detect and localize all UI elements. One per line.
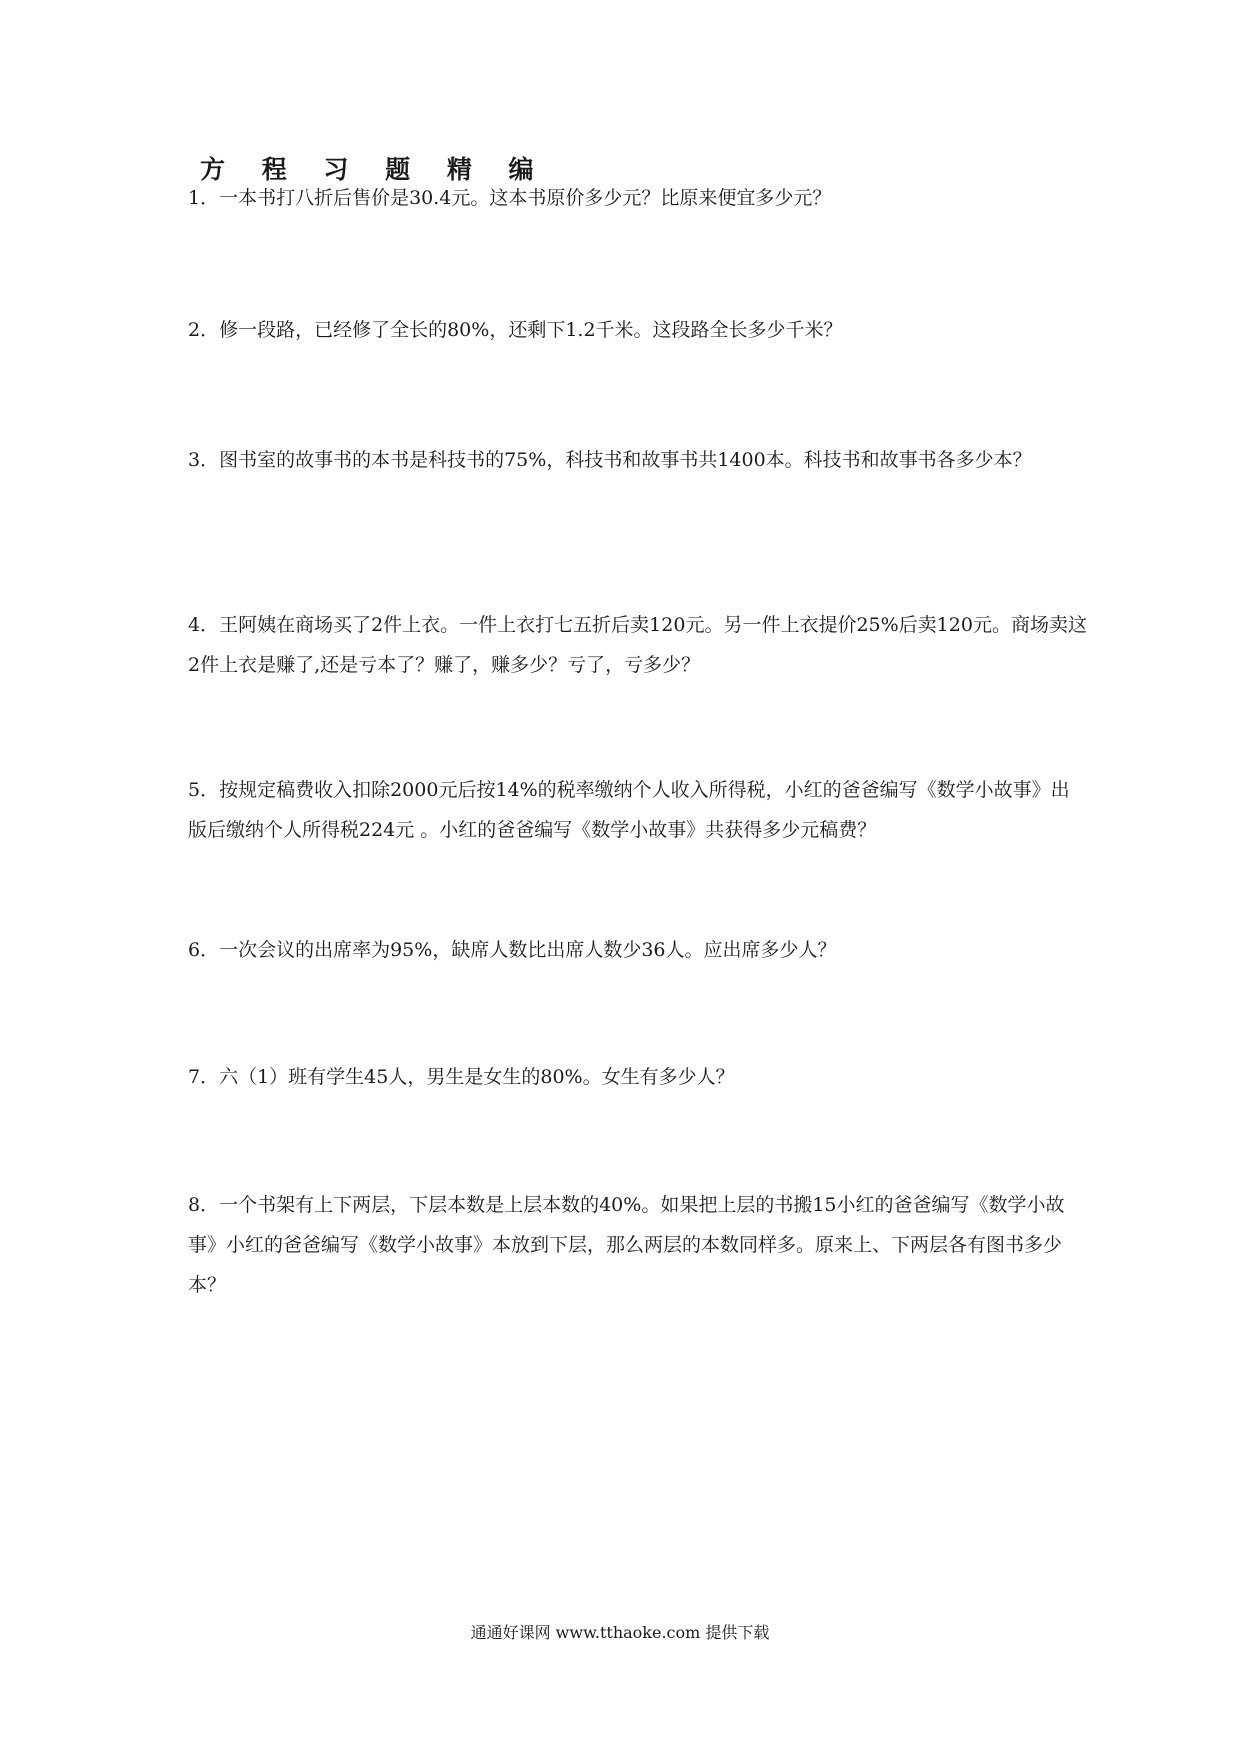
question-7: 7．六（1）班有学生45人，男生是女生的80%。女生有多少人？ bbox=[188, 1066, 735, 1088]
question-2: 2．修一段路，已经修了全长的80%，还剩下1.2千米。这段路全长多少千米？ bbox=[188, 319, 843, 341]
question-6: 6．一次会议的出席率为95%，缺席人数比出席人数少36人。应出席多少人？ bbox=[188, 939, 837, 961]
question-4: 4．王阿姨在商场买了2件上衣。一件上衣打七五折后卖120元。另一件上衣提价25%后卖120元。商场卖这2件上衣是赚了,还是亏本了？赚了，赚多少？亏了，亏多少？ bbox=[188, 614, 1087, 676]
question-8: 8．一个书架有上下两层，下层本数是上层本数的40%。如果把上层的书搬15小红的爸爸编写《数学小故事》小红的爸爸编写《数学小故事》本放到下层，那么两层的本数同样多。原来上、下两层各有图书多少本？ bbox=[188, 1194, 1065, 1296]
page-title: 方 程 习 题 精 编 bbox=[200, 155, 548, 184]
question-1: 1．一本书打八折后售价是30.4元。这本书原价多少元？比原来便宜多少元？ bbox=[188, 187, 832, 209]
footer-text: 通通好课网 www.tthaoke.com 提供下载 bbox=[470, 1623, 770, 1642]
question-5: 5．按规定稿费收入扣除2000元后按14%的税率缴纳个人收入所得税，小红的爸爸编写《数学小故事》出版后缴纳个人所得税224元 。小红的爸爸编写《数学小故事》共获得多少元稿费？ bbox=[188, 779, 1070, 841]
question-3: 3．图书室的故事书的本书是科技书的75%，科技书和故事书共1400本。科技书和故事书各多少本？ bbox=[188, 449, 1032, 471]
